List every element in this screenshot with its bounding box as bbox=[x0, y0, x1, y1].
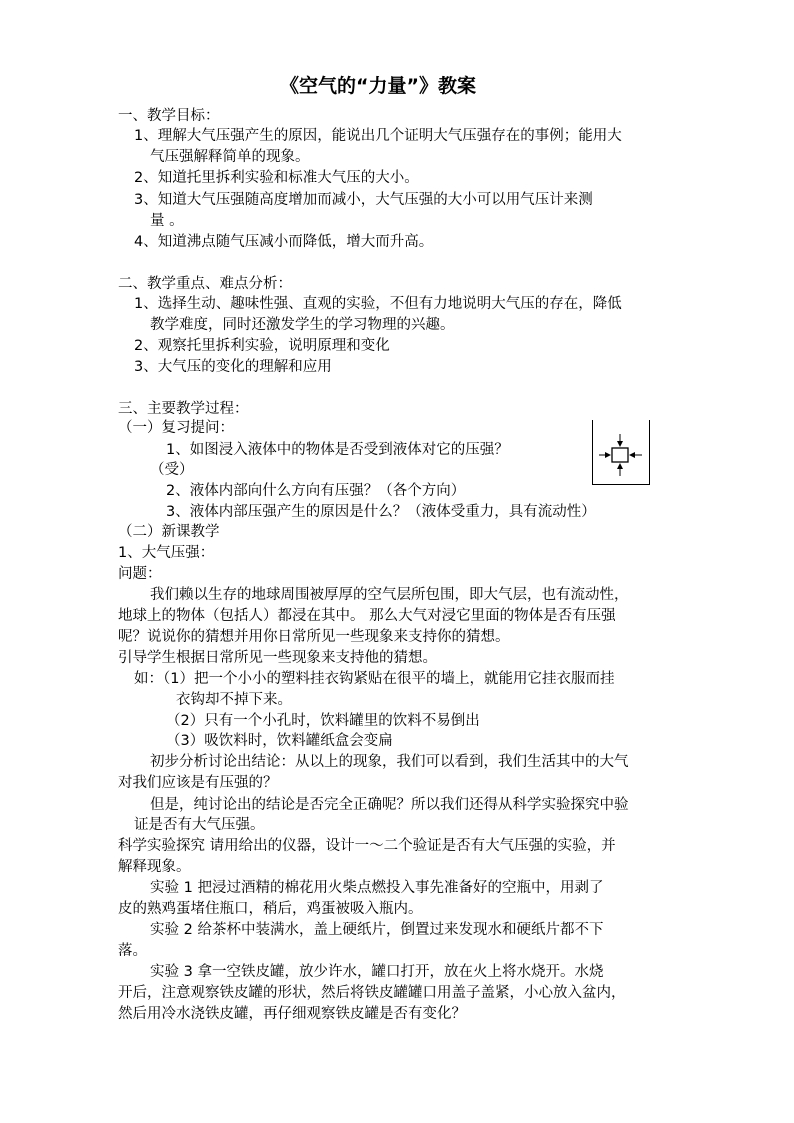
experiment-1-line1: 实验 1 把浸过酒精的棉花用火柴点燃投入事先准备好的空瓶中，用剥了 bbox=[150, 880, 604, 896]
new-lesson-heading: （二）新课教学 bbox=[118, 524, 220, 540]
experiment-2-line2: 落。 bbox=[118, 943, 147, 959]
objective-2: 2、知道托里拆利实验和标准大气压的大小。 bbox=[134, 170, 419, 186]
example-2: （2）只有一个小孔时，饮料罐里的饮料不易倒出 bbox=[166, 713, 480, 729]
paragraph-4-line1: 但是，纯讨论出的结论是否完全正确呢？所以我们还得从科学实验探究中验 bbox=[150, 797, 629, 813]
example-3: （3）吸饮料时，饮料罐纸盒会变扁 bbox=[166, 733, 393, 749]
section-heading-focus: 二、教学重点、难点分析： bbox=[118, 276, 292, 292]
objective-3-line1: 3、知道大气压强随高度增加而减小，大气压强的大小可以用气压计来测 bbox=[134, 192, 593, 208]
paragraph-1-line1: 我们赖以生存的地球周围被厚厚的空气层所包围，即大气层，也有流动性， bbox=[150, 587, 629, 603]
review-question-2: 2、液体内部向什么方向有压强？（各个方向） bbox=[166, 483, 466, 499]
focus-1-line1: 1、选择生动、趣味性强、直观的实验，不但有力地说明大气压的存在，降低 bbox=[134, 296, 622, 312]
focus-3: 3、大气压的变化的理解和应用 bbox=[134, 359, 332, 375]
subheading-atmospheric-pressure: 1、大气压强： bbox=[118, 545, 215, 561]
paragraph-5-line2: 解释现象。 bbox=[118, 859, 191, 875]
objective-4: 4、知道沸点随气压减小而降低，增大而升高。 bbox=[134, 234, 434, 250]
paragraph-5-line1: 科学实验探究 请用给出的仪器，设计一～二个验证是否有大气压强的实验，并 bbox=[118, 838, 616, 854]
experiment-3-line2: 开后，注意观察铁皮罐的形状，然后将铁皮罐罐口用盖子盖紧，小心放入盆内， bbox=[118, 985, 626, 1001]
experiment-3-line3: 然后用冷水浇铁皮罐，再仔细观察铁皮罐是否有变化？ bbox=[118, 1006, 466, 1022]
paragraph-4-line2: 证是否有大气压强。 bbox=[134, 817, 265, 833]
liquid-pressure-figure bbox=[592, 420, 650, 485]
experiment-2-line1: 实验 2 给茶杯中装满水，盖上硬纸片，倒置过来发现水和硬纸片都不下 bbox=[150, 922, 604, 938]
review-heading: （一）复习提问： bbox=[118, 420, 234, 436]
paragraph-2: 引导学生根据日常所见一些现象来支持他的猜想。 bbox=[118, 650, 437, 666]
review-question-3: 3、液体内部压强产生的原因是什么？（液体受重力，具有流动性） bbox=[166, 504, 596, 520]
example-1-line2: 衣钩却不掉下来。 bbox=[176, 692, 292, 708]
section-heading-process: 三、主要教学过程： bbox=[118, 401, 249, 417]
question-label: 问题： bbox=[118, 566, 162, 582]
paragraph-1-line3: 呢？说说你的猜想并用你日常所见一些现象来支持你的猜想。 bbox=[118, 629, 510, 645]
review-question-1: 1、如图浸入液体中的物体是否受到液体对它的压强？ bbox=[166, 442, 509, 458]
objective-1-line2: 气压强解释简单的现象。 bbox=[150, 149, 310, 165]
paragraph-1-line2: 地球上的物体（包括人）都浸在其中。 那么大气对浸它里面的物体是否有压强 bbox=[118, 608, 616, 624]
experiment-1-line2: 皮的熟鸡蛋堵住瓶口，稍后，鸡蛋被吸入瓶内。 bbox=[118, 901, 423, 917]
section-heading-objectives: 一、教学目标： bbox=[118, 108, 220, 124]
focus-2: 2、观察托里拆利实验，说明原理和变化 bbox=[134, 338, 390, 354]
paragraph-3-line1: 初步分析讨论出结论：从以上的现象，我们可以看到，我们生活其中的大气 bbox=[150, 754, 629, 770]
review-answer-1: （受） bbox=[150, 462, 194, 478]
paragraph-3-line2: 对我们应该是有压强的？ bbox=[118, 775, 278, 791]
page-title: 《空气的“力量”》教案 bbox=[280, 75, 476, 97]
objective-1-line1: 1、理解大气压强产生的原因，能说出几个证明大气压强存在的事例；能用大 bbox=[134, 128, 622, 144]
example-1-line1: 如：（1）把一个小小的塑料挂衣钩紧贴在很平的墙上，就能用它挂衣服而挂 bbox=[134, 671, 615, 687]
objective-3-line2: 量 。 bbox=[150, 213, 184, 229]
focus-1-line2: 教学难度，同时还激发学生的学习物理的兴趣。 bbox=[150, 317, 455, 333]
experiment-3-line1: 实验 3 拿一空铁皮罐，放少许水，罐口打开，放在火上将水烧开。水烧 bbox=[150, 964, 604, 980]
